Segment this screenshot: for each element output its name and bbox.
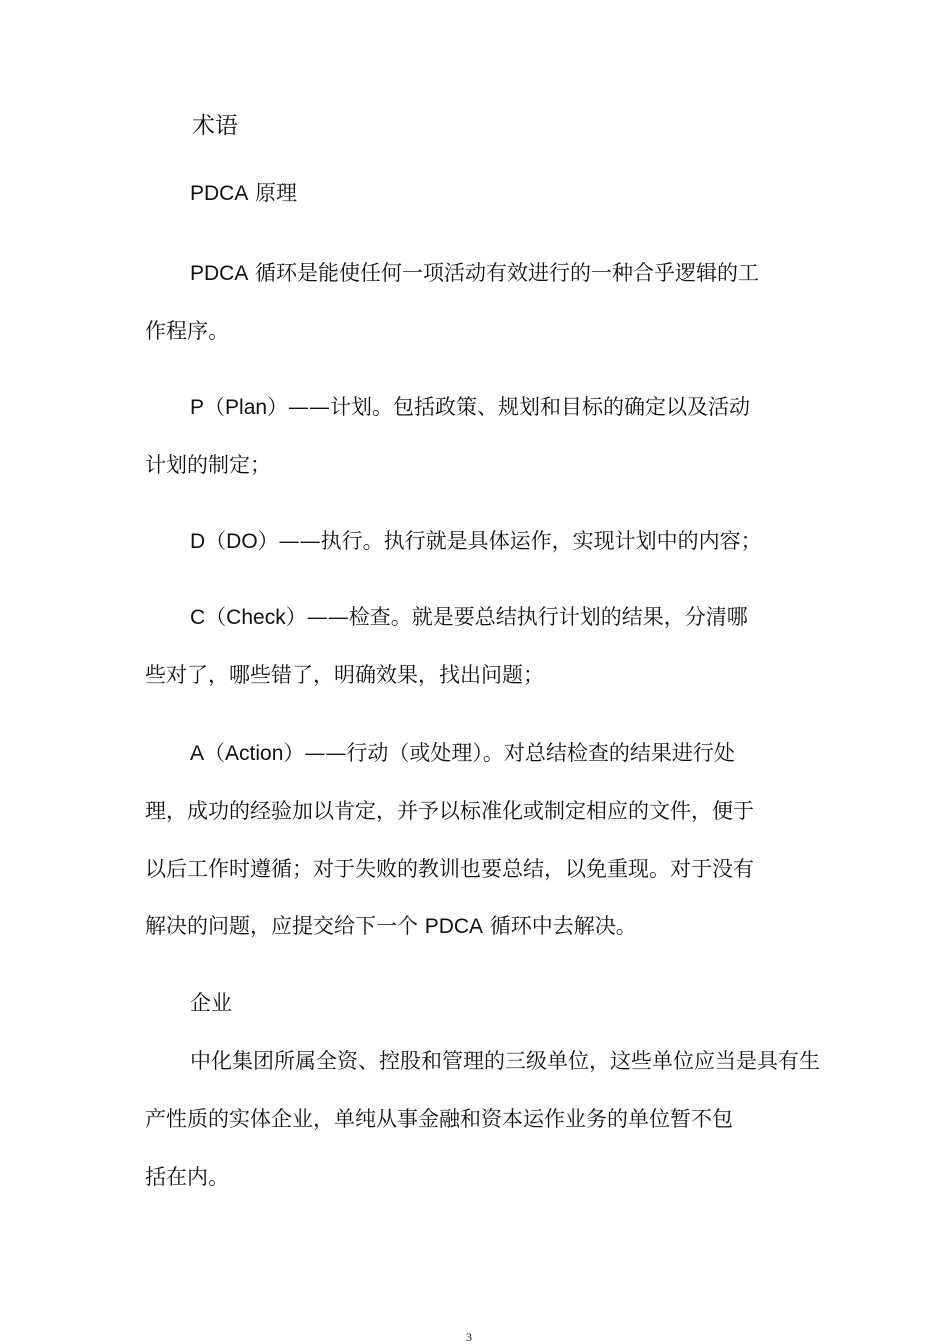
text-line: 作程序。: [145, 319, 229, 343]
text-line: 产性质的实体企业，单纯从事金融和资本运作业务的单位暂不包: [145, 1107, 733, 1131]
text-line: 中化集团所属全资、控股和管理的三级单位，这些单位应当是具有生: [190, 1049, 820, 1073]
text-line: P（Plan）——计划。包括政策、规划和目标的确定以及活动: [190, 395, 751, 419]
page-number: 3: [466, 1330, 472, 1344]
section-title-enterprise: 企业: [190, 991, 232, 1015]
text-line: D（DO）——执行。执行就是具体运作，实现计划中的内容；: [190, 529, 762, 553]
text-line: 括在内。: [145, 1165, 229, 1189]
text-line: C（Check）——检查。就是要总结执行计划的结果，分清哪: [190, 605, 748, 629]
text-line: PDCA 循环是能使任何一项活动有效进行的一种合乎逻辑的工: [190, 261, 760, 285]
section-title-pdca: PDCA 原理: [190, 181, 298, 205]
text-line: 计划的制定；: [145, 453, 271, 477]
text-line: 些对了，哪些错了，明确效果，找出问题；: [145, 663, 544, 687]
text-line: 以后工作时遵循；对于失败的教训也要总结，以免重现。对于没有: [145, 857, 754, 881]
text-line: 理，成功的经验加以肯定，并予以标准化或制定相应的文件，便于: [145, 799, 754, 823]
text-line: 解决的问题，应提交给下一个 PDCA 循环中去解决。: [145, 914, 637, 938]
heading-terms: 术语: [192, 113, 238, 139]
text-line: A（Action）——行动（或处理）。对总结检查的结果进行处: [190, 741, 735, 765]
